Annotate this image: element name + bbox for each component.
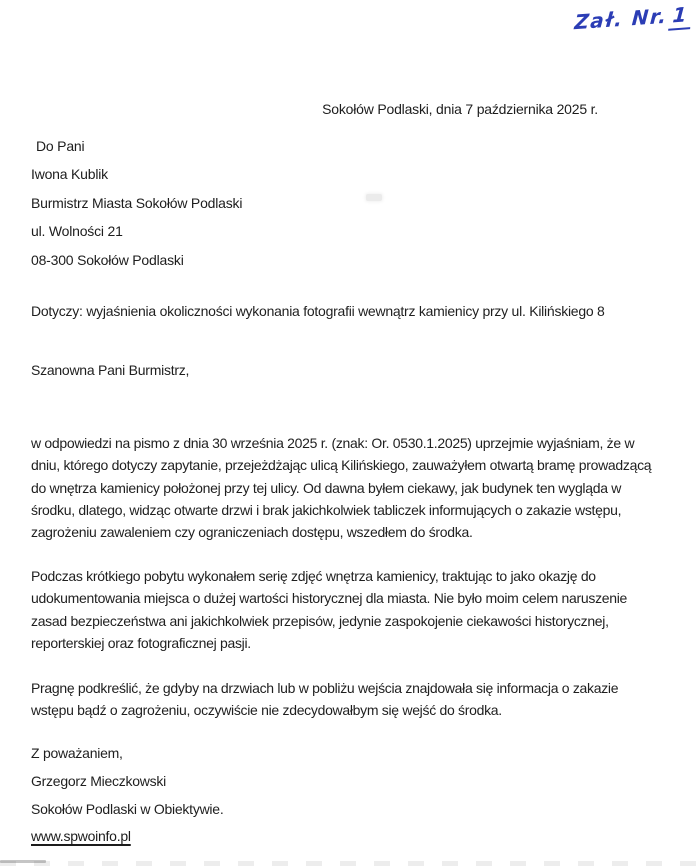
- recipient-line-street: ul. Wolności 21: [31, 223, 123, 240]
- scan-noise-band: [0, 861, 700, 866]
- body-paragraph-3: Pragnę podkreślić, że gdyby na drzwiach lub w pobliżu wejścia znajdowała się informacja o zakazie wstępu bądź o zagrożeniu, oczywiście nie zdecydowałbym się wejść do środka.: [31, 680, 619, 719]
- body-paragraph-2: Podczas krótkiego pobytu wykonałem serię zdjęć wnętrza kamienicy, traktując to jako okazję do udokumentowania miejsca o dużej wartości historycznej dla miasta. Nie było moim celem naruszenie zasad bezpieczeństwa ani jakichkolwiek przepisów, jedynie zaspokojenie ciekawości historycznej, reporterskiej oraz fotograficznej pasji.: [31, 568, 628, 651]
- signature-organization: Sokołów Podlaski w Obiektywie.: [31, 801, 224, 817]
- salutation: Szanowna Pani Burmistrz,: [31, 362, 190, 378]
- attachment-note-number: 1: [669, 2, 692, 31]
- recipient-line-name: Iwona Kublik: [31, 166, 108, 183]
- signature-website-url: www.spwoinfo.pl: [31, 828, 131, 844]
- recipient-line-title: Burmistrz Miasta Sokołów Podlaski: [31, 194, 243, 211]
- recipient-block: [31, 132, 242, 274]
- attachment-note-label: Zał. Nr.: [573, 3, 669, 35]
- scan-noise-dash: [0, 860, 46, 863]
- signature-name: Grzegorz Mieczkowski: [31, 773, 167, 789]
- handwritten-attachment-note: [574, 2, 692, 37]
- recipient-line-city: 08-300 Sokołów Podlaski: [31, 251, 184, 268]
- closing-phrase: Z poważaniem,: [31, 745, 123, 761]
- scan-smudge: [366, 194, 382, 201]
- subject-line: Dotyczy: wyjaśnienia okoliczności wykonania fotografii wewnątrz kamienicy przy ul. Kilińskiego 8: [31, 303, 605, 319]
- recipient-line-salutation: Do Pani: [36, 138, 85, 154]
- date-line: Sokołów Podlaski, dnia 7 października 2025 r.: [322, 101, 598, 117]
- body-paragraph-1: w odpowiedzi na pismo z dnia 30 września 2025 r. (znak: Or. 0530.1.2025) uprzejmie wyjaśniam, że w dniu, którego dotyczy zapytanie, przejeżdżając ulicą Kilińskiego, zauważyłem otwartą bramę prowadzącą do wnętrza kamienicy położonej przy tej ulicy. Od dawna byłem ciekawy, jak budynek ten wygląda w środku, dlatego, widząc otwarte drzwi i brak jakichkolwiek tabliczek informujących o zakazie wstępu, zagrożeniu zawaleniem czy ograniczeniach dostępu, wszedłem do środka.: [31, 435, 652, 541]
